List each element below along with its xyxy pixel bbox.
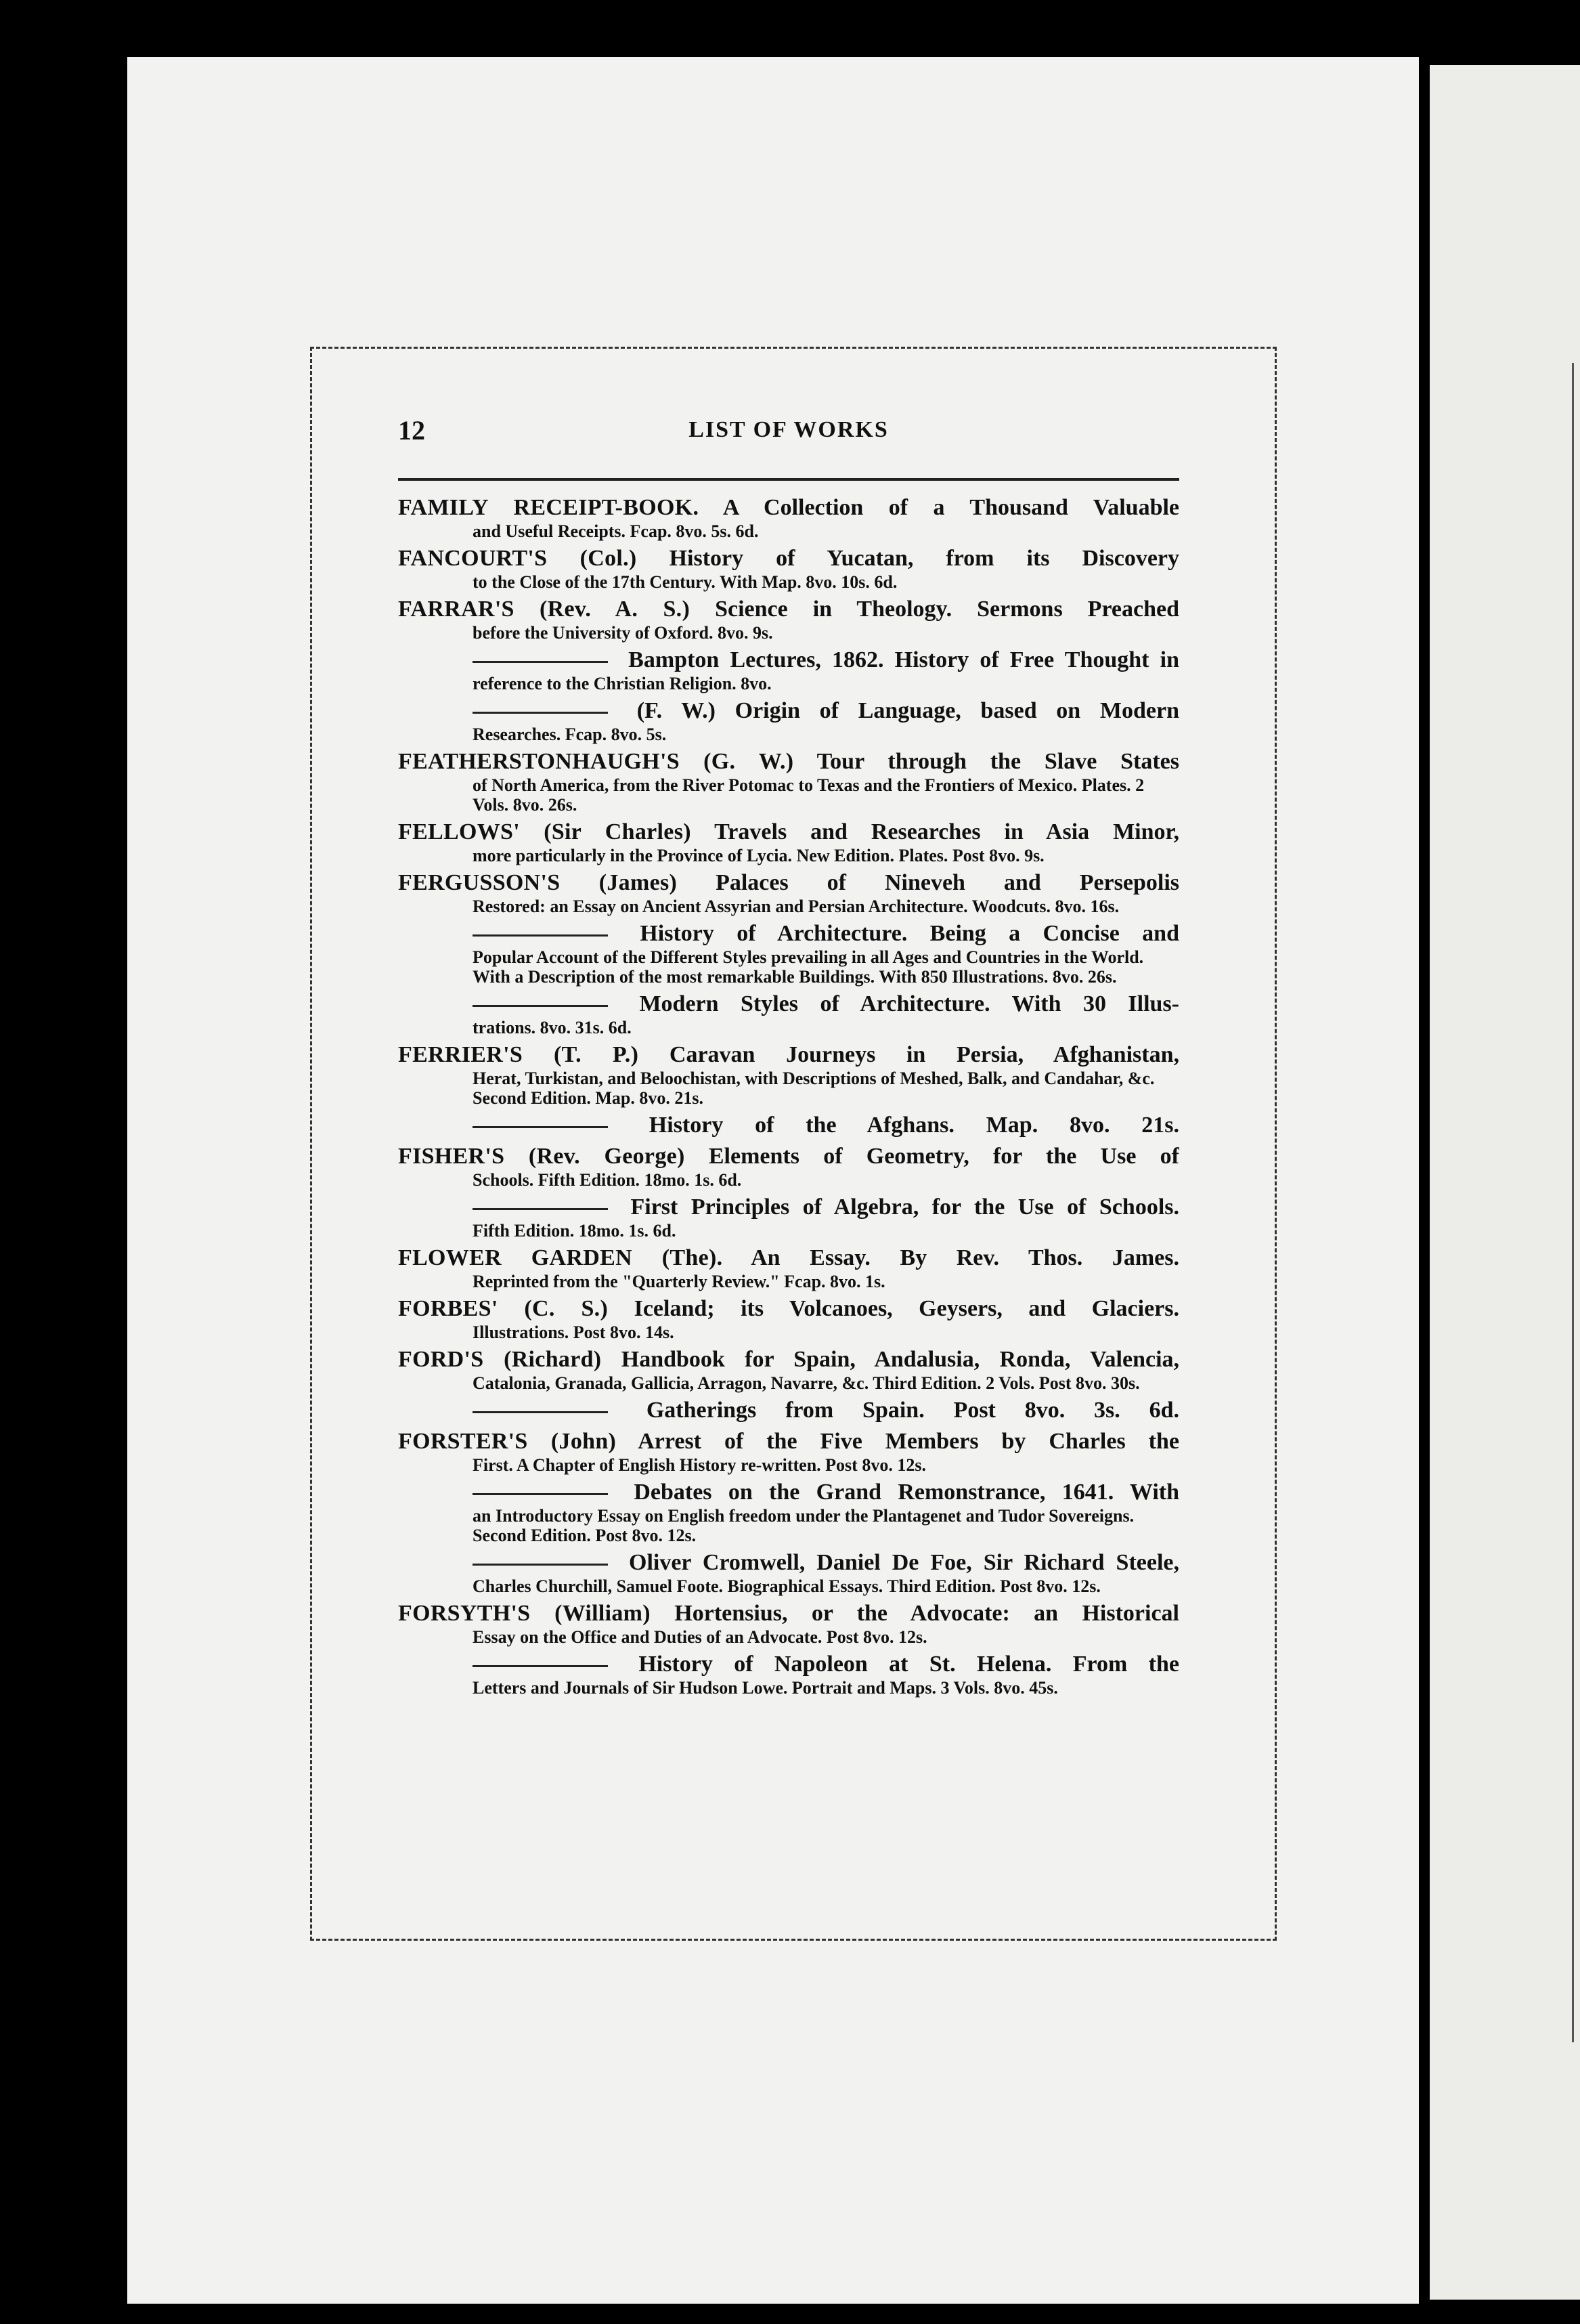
page-number: 12	[398, 415, 425, 446]
entry-first-line	[398, 920, 1179, 947]
header-rule	[398, 478, 1179, 481]
entry-description: Fifth Edition. 18mo. 1s. 6d.	[473, 1221, 676, 1241]
work-entry	[398, 1143, 1179, 1190]
entry-description: trations. 8vo. 31s. 6d.	[473, 1018, 632, 1037]
ditto-dash	[473, 1411, 608, 1413]
ditto-dash	[473, 1208, 608, 1210]
entry-description: Reprinted from the "Quarterly Review." Fcap. 8vo. 1s.	[473, 1272, 885, 1291]
entry-description: an Introductory Essay on English freedom under the Plantagenet and Tudor Sovereigns. Second Edition. Post 8vo. 12s.	[473, 1506, 1135, 1545]
entry-first-line	[398, 494, 1179, 521]
page-header	[398, 414, 1179, 452]
work-entry	[398, 697, 1179, 744]
entry-author: FAMILY RECEIPT-BOOK.	[398, 495, 699, 520]
entry-author: FELLOWS' (Sir Charles)	[398, 819, 691, 844]
entry-title: First Principles of Algebra, for the Use of Schools.	[630, 1195, 1179, 1220]
entry-first-line	[398, 1112, 1179, 1139]
entry-first-line	[398, 1428, 1179, 1455]
entry-author: FORD'S (Richard)	[398, 1347, 602, 1372]
entry-title: Hortensius, or the Advocate: an Historical	[674, 1601, 1179, 1626]
entry-title: Gatherings from Spain. Post 8vo. 3s. 6d.	[646, 1398, 1179, 1423]
work-entry	[398, 819, 1179, 865]
ditto-dash	[473, 1493, 608, 1495]
entry-author: FISHER'S (Rev. George)	[398, 1144, 685, 1169]
entry-description: Herat, Turkistan, and Beloochistan, with Descriptions of Meshed, Balk, and Candahar, &c. Second Edition. Map. 8vo. 21s.	[473, 1069, 1155, 1108]
works-list	[398, 494, 1179, 1876]
work-entry	[398, 1245, 1179, 1291]
entry-author: FERRIER'S (T. P.)	[398, 1042, 639, 1067]
entry-title: Elements of Geometry, for the Use of	[708, 1144, 1179, 1169]
work-entry	[398, 1194, 1179, 1241]
entry-title: Modern Styles of Architecture. With 30 Illus-	[639, 991, 1179, 1016]
entry-title: Debates on the Grand Remonstrance, 1641. With	[634, 1480, 1179, 1505]
entry-title: History of Napoleon at St. Helena. From the	[638, 1652, 1179, 1677]
work-entry	[398, 920, 1179, 987]
entry-description: of North America, from the River Potomac to Texas and the Frontiers of Mexico. Plates. 2 Vols. 8vo. 26s.	[473, 775, 1145, 815]
entry-first-line	[398, 647, 1179, 674]
work-entry	[398, 1295, 1179, 1342]
work-entry	[398, 545, 1179, 592]
entry-author: FORSYTH'S (William)	[398, 1601, 651, 1626]
entry-title: Travels and Researches in Asia Minor,	[714, 819, 1179, 844]
entry-description: Essay on the Office and Duties of an Advocate. Post 8vo. 12s.	[473, 1627, 927, 1647]
entry-title: Tour through the Slave States	[816, 749, 1179, 774]
ditto-dash	[473, 934, 608, 937]
work-entry	[398, 647, 1179, 693]
work-entry	[398, 869, 1179, 916]
entry-first-line	[398, 1600, 1179, 1627]
entry-first-line	[398, 1245, 1179, 1272]
work-entry	[398, 1346, 1179, 1393]
entry-first-line	[398, 697, 1179, 725]
entry-description: Popular Account of the Different Styles prevailing in all Ages and Countries in the World. With a Description of the most remarkable Buildings. With 850 Illustrations. 8vo. 26s.	[473, 947, 1144, 987]
entry-first-line	[398, 545, 1179, 572]
entry-title: Handbook for Spain, Andalusia, Ronda, Valencia,	[621, 1347, 1179, 1372]
entry-description: Schools. Fifth Edition. 18mo. 1s. 6d.	[473, 1170, 742, 1190]
entry-description: reference to the Christian Religion. 8vo.	[473, 674, 772, 693]
work-entry	[398, 1428, 1179, 1475]
running-title: LIST OF WORKS	[688, 417, 889, 442]
ditto-dash	[473, 661, 608, 663]
work-entry	[398, 1112, 1179, 1139]
entry-first-line	[398, 1041, 1179, 1069]
ditto-dash	[473, 1665, 608, 1667]
entry-title: Palaces of Nineveh and Persepolis	[716, 870, 1179, 895]
work-entry	[398, 1549, 1179, 1596]
entry-description: Letters and Journals of Sir Hudson Lowe. Portrait and Maps. 3 Vols. 8vo. 45s.	[473, 1678, 1058, 1698]
facing-page-border	[1572, 363, 1574, 2042]
work-entry	[398, 494, 1179, 541]
work-entry	[398, 1397, 1179, 1424]
entry-first-line	[398, 1549, 1179, 1576]
entry-first-line	[398, 596, 1179, 623]
work-entry	[398, 1651, 1179, 1698]
work-entry	[398, 1600, 1179, 1647]
entry-description: Researches. Fcap. 8vo. 5s.	[473, 725, 667, 744]
entry-title: (F. W.) Origin of Language, based on Modern	[636, 698, 1179, 723]
entry-title: Oliver Cromwell, Daniel De Foe, Sir Richard Steele,	[629, 1550, 1179, 1575]
entry-description: First. A Chapter of English History re-written. Post 8vo. 12s.	[473, 1455, 926, 1475]
ditto-dash	[473, 1564, 608, 1566]
work-entry	[398, 991, 1179, 1037]
entry-first-line	[398, 991, 1179, 1018]
entry-description: Catalonia, Granada, Gallicia, Arragon, Navarre, &c. Third Edition. 2 Vols. Post 8vo. 30s.	[473, 1373, 1140, 1393]
entry-first-line	[398, 869, 1179, 897]
entry-first-line	[398, 819, 1179, 846]
ditto-dash	[473, 1005, 608, 1007]
entry-first-line	[398, 1194, 1179, 1221]
entry-author: FORBES' (C. S.)	[398, 1296, 609, 1321]
work-entry	[398, 596, 1179, 643]
entry-title: Bampton Lectures, 1862. History of Free Thought in	[628, 647, 1179, 672]
entry-author: FERGUSSON'S (James)	[398, 870, 678, 895]
entry-author: FEATHERSTONHAUGH'S (G. W.)	[398, 749, 794, 774]
entry-description: more particularly in the Province of Lycia. New Edition. Plates. Post 8vo. 9s.	[473, 846, 1045, 865]
entry-title: Iceland; its Volcanoes, Geysers, and Glaciers.	[634, 1296, 1179, 1321]
entry-description: Charles Churchill, Samuel Foote. Biographical Essays. Third Edition. Post 8vo. 12s.	[473, 1576, 1101, 1596]
entry-description: and Useful Receipts. Fcap. 8vo. 5s. 6d.	[473, 521, 759, 541]
entry-title: History of Architecture. Being a Concise and	[640, 921, 1179, 946]
entry-author: FLOWER GARDEN (The).	[398, 1245, 723, 1270]
entry-title: A Collection of a Thousand Valuable	[722, 495, 1179, 520]
entry-first-line	[398, 748, 1179, 775]
entry-author: FARRAR'S (Rev. A. S.)	[398, 597, 690, 622]
entry-title: An Essay. By Rev. Thos. James.	[751, 1245, 1179, 1270]
work-entry	[398, 1041, 1179, 1108]
entry-description: to the Close of the 17th Century. With Map. 8vo. 10s. 6d.	[473, 572, 898, 592]
entry-title: Science in Theology. Sermons Preached	[715, 597, 1179, 622]
entry-title: History of Yucatan, from its Discovery	[669, 546, 1179, 571]
entry-description: before the University of Oxford. 8vo. 9s.	[473, 623, 773, 643]
work-entry	[398, 1479, 1179, 1545]
ditto-dash	[473, 1126, 608, 1128]
facing-page-edge	[1430, 65, 1580, 2300]
entry-description: Illustrations. Post 8vo. 14s.	[473, 1322, 674, 1342]
entry-title: Arrest of the Five Members by Charles the	[638, 1429, 1179, 1454]
entry-title: History of the Afghans. Map. 8vo. 21s.	[649, 1113, 1179, 1138]
entry-first-line	[398, 1143, 1179, 1170]
entry-author: FORSTER'S (John)	[398, 1429, 617, 1454]
entry-first-line	[398, 1397, 1179, 1424]
ditto-dash	[473, 712, 608, 714]
entry-first-line	[398, 1651, 1179, 1678]
entry-author: FANCOURT'S (Col.)	[398, 546, 637, 571]
entry-first-line	[398, 1295, 1179, 1322]
work-entry	[398, 748, 1179, 815]
entry-description: Restored: an Essay on Ancient Assyrian and Persian Architecture. Woodcuts. 8vo. 16s.	[473, 897, 1120, 916]
entry-title: Caravan Journeys in Persia, Afghanistan,	[669, 1042, 1179, 1067]
entry-first-line	[398, 1346, 1179, 1373]
entry-first-line	[398, 1479, 1179, 1506]
